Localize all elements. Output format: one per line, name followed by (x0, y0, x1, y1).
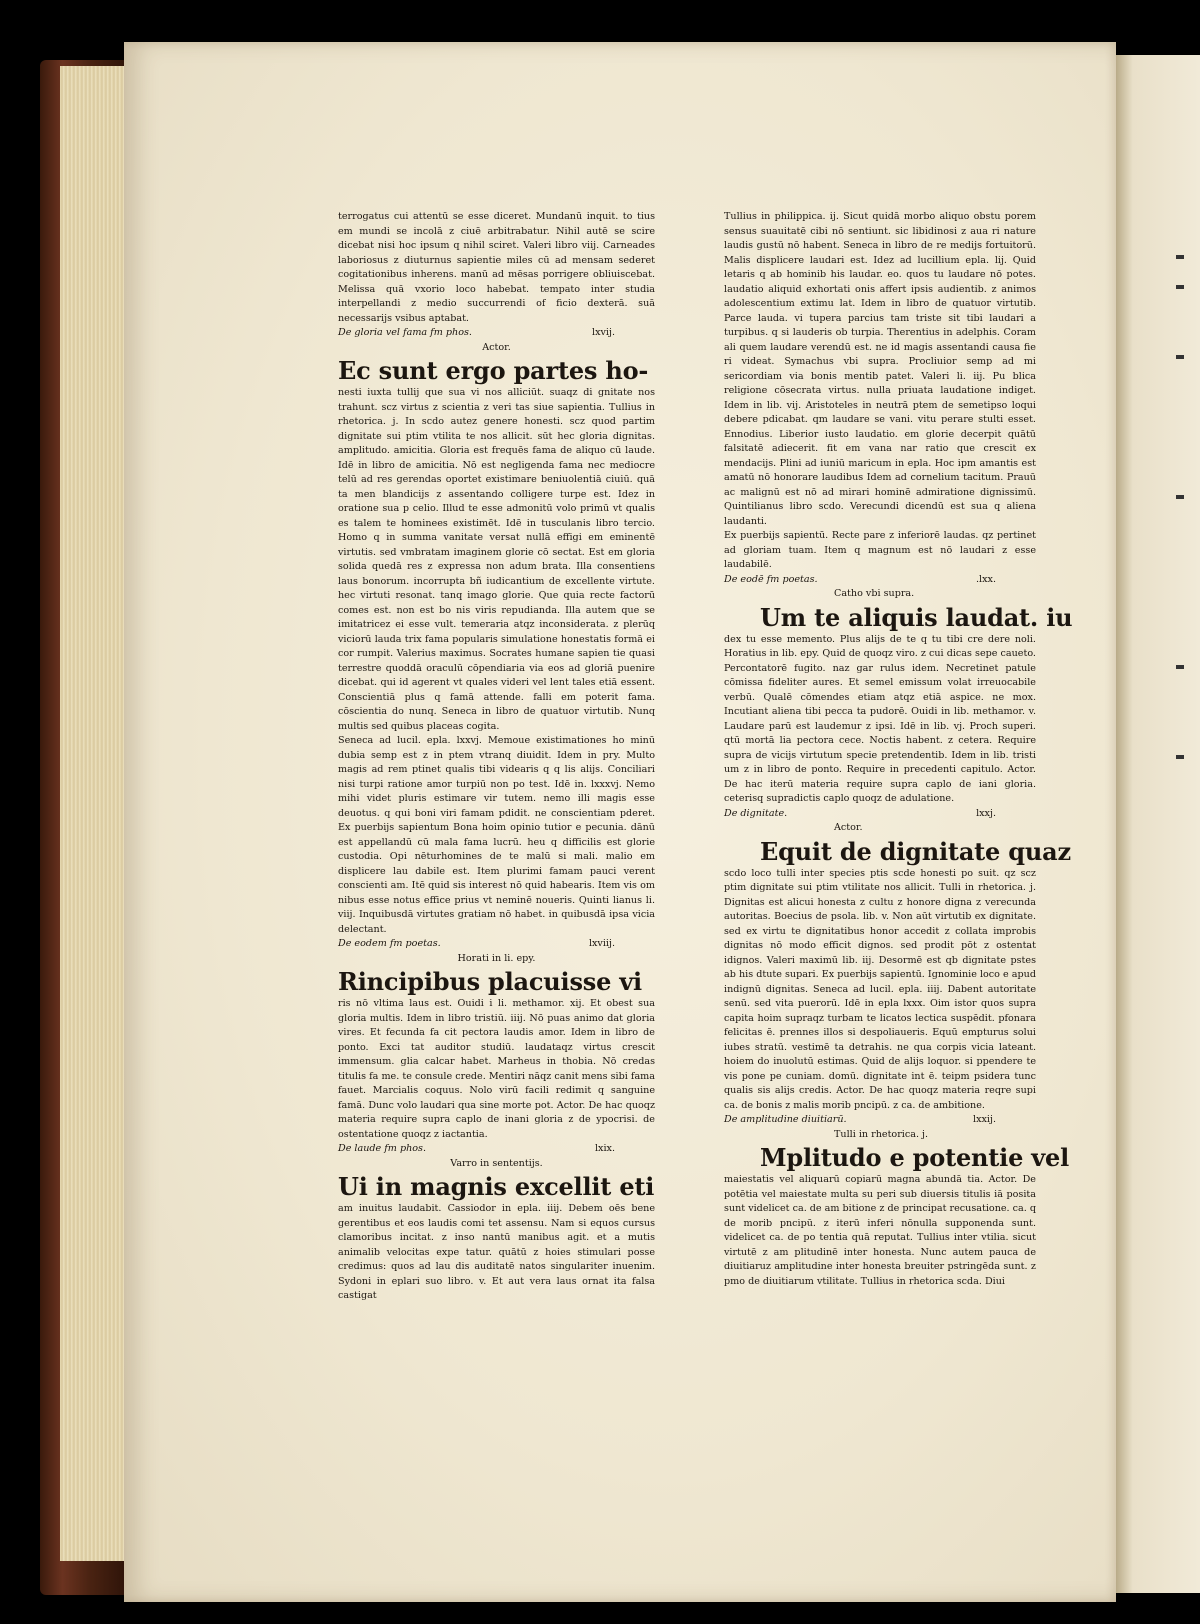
section-heading: Ec sunt ergo partes ho- (338, 356, 649, 385)
text-column-right (724, 210, 1073, 1289)
chapter-number: lxviij. (588, 938, 615, 949)
paragraph: dex tu esse memento. Plus alijs de te q tu tibi cre dere noli. Horatius in lib. epy. Quid de quoqz viro. z cui dicas sepe caueto. Percontatorē fugito. naz gar rulus idem. Necretinet patule cōmissa fideliter aures. Et semel emissum volat irreuocabile verbū. Qualē cōmendes etiam atqz etiā aspice. ne mox. Incutiant aliena tibi pecca ta pudorē. Ouidi in lib. methamor. v. Laudare parū est laudemur z ipsi. Idē in lib. vj. Proch superi. qtū mortā lia pectora cece. Noctis habent. z cetera. Require supra de vicijs virtutum specie pretendentib. Idem in lib. tristi um z in libro de ponto. Require in precedenti capitulo. Actor. De hac iterū materia require supra caplo de iani gloria. ceterisq supradictis caplo quoqz de adulatione. (724, 633, 1036, 804)
facing-page-type (1176, 495, 1184, 499)
section-heading: Um te aliquis laudat. iu (760, 602, 1073, 632)
paragraph: maiestatis vel aliquarū copiarū magna abundā tia. Actor. De potētia vel maiestate multa su peri sub diuersis titulis iā posita sunt videlicet ca. de am bitione z de principat recusatione. ca. q de morib pncipū. z iterū inferi nōnulla supponenda sunt. videlicet ca. de po tentia quā reputat. Tullius inter vtilia. sicut virtutē z am plitudinē inter honesta. Nunc autem pauca de diuitiaruz amplitudine inter honesta breuiter pstringēda sunt. z pmo de diuitiarum vtilitate. Tullius in rhetorica scda. Diui (724, 1174, 1036, 1287)
chapter-rubric (724, 807, 1036, 822)
source-label: Tulli in rhetorica. j. (834, 1128, 929, 1140)
paragraph: terrogatus cui attentū se esse diceret. Mundanū inquit. to tius em mundi se incolā z ciuē arbitrabatur. Nihil autē se scire dicebat nisi hoc ipsum q nihil sciret. Valeri libro viij. Carneades laboriosus z diuturnus sapientie miles cū ad mensam sederet cogitationibus inherens. manū ad mēsas porrigere obliuiscebat. Melissa quā vxorio loco habebat. tempato inter studia interpellandi z medio succurrendi of ficio dexterā. suā necessarijs vsibus aptabat. (338, 211, 655, 324)
source-label: Actor. (482, 341, 511, 353)
paragraph: am inuitus laudabit. Cassiodor in epla. iiij. Debem oēs bene gerentibus et eos laudis comi tet assensu. Nam si equos cursus clamoribus incitat. z inso nantū manibus agit. et a mutis animalib velocitas expe tatur. quātū z hoies stimulari posse credimus: quos ad lau dis auditatē natos singulariter inuenim. Sydoni in eplari suo libro. v. Et aut vera laus ornat ita falsa castigat (338, 1203, 655, 1301)
chapter-number: lxxj. (976, 807, 996, 819)
paragraph: nesti iuxta tullij que sua vi nos alliciūt. suaqz di gnitate nos trahunt. scz virtus z scientia z veri tas siue sapientia. Tullius in rhetorica. j. In scdo autez genere honesti. scz quod partim dignitate sui ptim vtilita te nos allicit. sūt hec gloria dignitas. amplitudo. amicitia. Gloria est frequēs fama de aliquo cū laude. Idē in libro de amicitia. Nō est negligenda fama nec mediocre telū ad res gerendas oportet existimare beniuolentiā ciuiū. quā ta men blandicijs z assentando colligere turpe est. Idez in oratione sua p celio. Illud te esse admonitū volo primū vt qualis es talem te hominees existimēt. Idē in tusculanis libro tercio. Homo q in summa vanitate versat nullā effigi em eminentē virtutis. sed vmbratam imaginem glorie cō sectat. Est em gloria solida quedā res z expressa non adum brata. Illa consentiens laus bonorum. incorrupta bñ iudicantium de excellente virtute. hec virtuti resonat. tanq imago glorie. Que quia recte factorū comes est. non est bo nis viris repudianda. Illa autem que se imitatricez ei esse vult. temeraria atqz inconsiderata. z plerūq viciorū lauda trix fama popularis simulatione honestatis formā ei cor rumpit. Valerius maximus. Socrates humane sapien tie quasi terrestre quoddā oraculū cōpendiaria via eos ad gloriā puenire dicebat. qui id agerent vt quales videri vel lent tales etiā essent. Conscientiā plus q famā attende. falli em poterit fama. cōscientia do nunq. Seneca in libro de quatuor virtutib. Nunq multis sed quibus placeas cogita. (338, 387, 655, 732)
section-heading: Mplitudo e potentie vel (760, 1143, 1070, 1172)
paragraph: Tullius in philippica. ij. Sicut quidā morbo aliquo obstu porem sensus suauitatē cibi nō sentiunt. sic libidinosi z aua ri nature laudis gustū nō habent. Seneca in libro de re medijs fortuitorū. Malis displicere laudari est. Idez ad lucillium epla. lij. Quid letaris q ab hominib his laudar. eo. quos tu laudare nō potes. laudatio aliquid exhortati onis affert ipsis audientib. z animos adolescentium extimu lat. Idem in libro de quatuor virtutib. Parce lauda. vi tupera parcius tam triste sit tibi laudari a turpibus. q si lauderis ob turpia. Therentius in adelphis. Coram ali quem laudare verendū est. ne id magis assentandi causa fie ri videat. Symachus vbi supra. Procliuior semp ad mi sericordiam via bonis mentib patet. Valeri li. iij. Pu blica religione cōsecrata virtus. nulla priuata laudatione indiget. Idem in lib. vij. Aristoteles in neutrā ptem de semetipso loqui debere pdicabat. qm laudare se vani. vitu perare stulti esset. Ennodius. Liberior iusto laudatio. em glorie decerpit quātū falsitatē adiecerit. fit em vana nar ratio que crescit ex mendacijs. Plini ad iuniū maricum in epla. Hoc ipm amantis est amatū nō honorare laudibus Idem ad cornelium tacitum. Prauū ac malignū est nō ad mirari hominē admiratione dignissimū. Quintilianus libro scdo. Verecundi dicendū est sua q aliena laudanti. (724, 211, 1036, 527)
rubric-title: De eodē fm poetas. (724, 573, 818, 585)
chapter-rubric (338, 326, 655, 341)
chapter-rubric (338, 937, 655, 952)
section-heading: Rincipibus placuisse vi (338, 967, 642, 996)
chapter-number: .lxx. (976, 573, 996, 585)
rubric-title: De eodem fm poetas. (338, 938, 441, 949)
rubric-title: De amplitudine diuitiarū. (724, 1114, 847, 1125)
chapter-rubric (724, 573, 1036, 588)
chapter-number: lxvij. (592, 327, 615, 338)
chapter-rubric (338, 1142, 655, 1157)
source-label: Horati in li. epy. (457, 952, 536, 964)
facing-page-type (1176, 255, 1184, 259)
section-heading: Equit de dignitate quaz (760, 836, 1071, 866)
facing-page-type (1176, 755, 1184, 759)
source-label: Actor. (834, 822, 863, 833)
facing-page-edge (1116, 55, 1200, 1593)
source-label: Catho vbi supra. (834, 588, 915, 599)
paragraph: ris nō vltima laus est. Ouidi i li. methamor. xij. Et obest sua gloria multis. Idem in libro tristiū. iiij. Nō puas animo dat gloria vires. Et fecunda fa cit pectora laudis amor. Idem in libro de ponto. Exci tat auditor studiū. laudataqz virtus crescit immensum. glia calcar habet. Marheus in thobia. Nō credas titulis fa me. te consule crede. Mentiri nāqz canit mens sibi fama fauet. Marcialis coquus. Nolo virū facili redimit q sanguine famā. Dunc volo laudari qua sine morte pot. Actor. De hac quoqz materia require supra caplo de inani gloria z de ypocrisi. de ostentatione quoqz z iactantia. (338, 998, 655, 1140)
text-column-left (338, 210, 655, 1304)
facing-page-type (1176, 285, 1184, 289)
chapter-rubric (724, 1113, 1036, 1128)
section-heading: Ui in magnis excellit eti (338, 1172, 655, 1201)
paragraph: scdo loco tulli inter species ptis scde honesti po suit. qz scz ptim dignitate sui ptim vtilitate nos allicit. Tulli in rhetorica. j. Dignitas est alicui honesta z cultu z honore digna z verecunda autoritas. Boecius de psola. lib. v. Non aūt virtutib ex dignitate. sed ex virtu te dignitatibus honor accedit z collata improbis dignitas nō modo efficit dignos. sed prodit pōt z ostentat idignos. Valeri maximū lib. iij. Desormē est qb dignitate pstes ab his dtute supari. Ex puerbijs sapientū. Ignominie loco e apud indignū dignitas. Seneca ad lucil. epla. iiij. Dabent autoritate senū. sed vita puerorū. Idē in epla lxxx. Oim istor quos supra capita hoim supraqz turbam te licatos lectica suspēdit. pfonara felicitas ē. prennes illos si despoliaueris. Equū empturus solui iubes stratū. vestimē ta detrahis. ne qua corpis vicia lateant. hoiem do inuolutū estimas. Quid de alijs loquor. si ppendere te vis pone pe cuniam. domū. dignitate int ē. teipm psidera tunc qualis sis alijs credis. Actor. De hac quoqz materia reqre supi ca. de bonis z malis morib pncipū. z ca. de ambitione. (724, 867, 1036, 1111)
rubric-title: De dignitate. (724, 807, 788, 819)
rubric-title: De gloria vel fama fm phos. (338, 327, 472, 338)
page-edges (60, 66, 132, 1561)
facing-page-type (1176, 665, 1184, 669)
paragraph: Seneca ad lucil. epla. lxxvj. Memoue existimationes ho minū dubia semp est z in ptem vtranq diuidit. Idem in pry. Multo magis ad rem ptinet qualis tibi videaris q q lis alijs. Conciliari nisi turpi ratione amor turpiū non po test. Idē in. lxxxvj. Nemo mihi videt pluris estimare vir tutem. nemo illi magis esse deuotus. q qui boni viri famam pdidit. ne conscientiam pderet. Ex puerbijs sapientum Bona hoim opinio tutior e pecunia. dānū est appellandū cū mala fama lucrū. heu q difficilis est glorie custodia. Opi nēturhomines de te malū si mali. malio em displicere lau dabile est. Item plurimi famam pauci verent conscienti am. Itē quid sis interest nō quid habearis. Item vis om nibus esse notus effice prius vt neminē noueris. Quinti lianus li. viij. Inquibusdā virtutes gratiam nō habet. in quibusdā ipsa vicia delectant. (338, 735, 655, 935)
source-label: Varro in sententijs. (450, 1157, 543, 1169)
rubric-title: De laude fm phos. (338, 1143, 427, 1154)
facing-page-type (1176, 355, 1184, 359)
paragraph: Ex puerbijs sapientū. Recte pare z inferiorē laudas. qz pertinet ad gloriam tuam. Item q magnum est nō laudari z esse laudabilē. (724, 530, 1036, 570)
chapter-number: lxix. (594, 1143, 615, 1154)
chapter-number: lxxij. (973, 1114, 996, 1125)
